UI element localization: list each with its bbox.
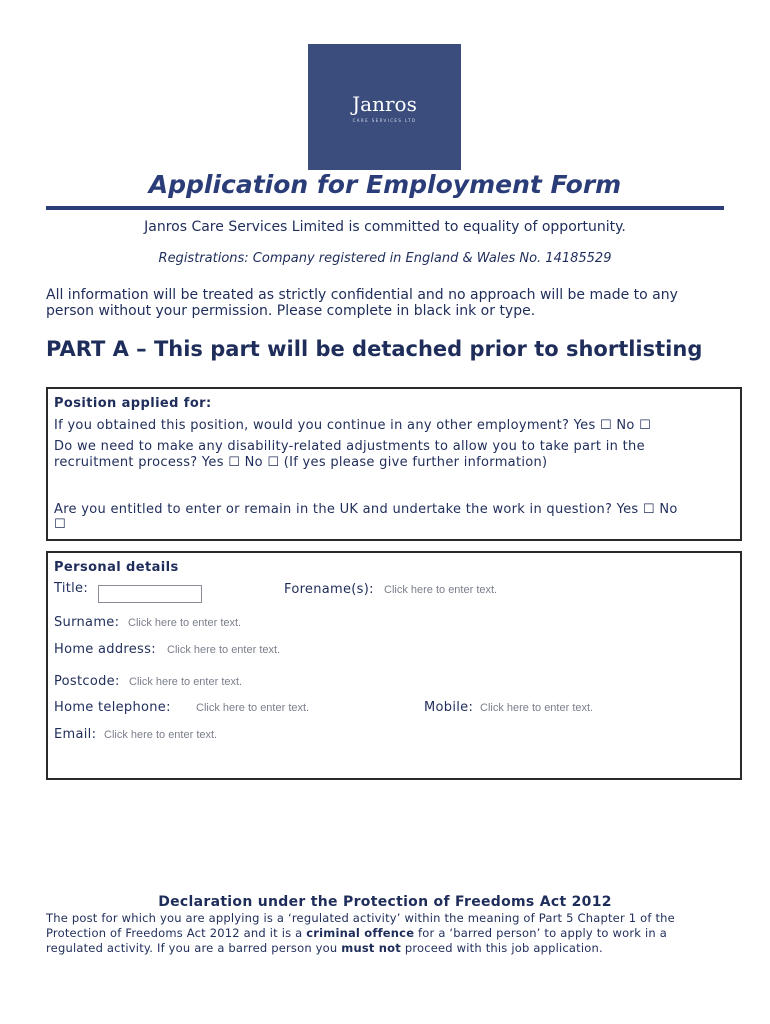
- home-address-label: Home address:: [54, 642, 156, 657]
- home-telephone-label: Home telephone:: [54, 700, 171, 715]
- company-logo: [308, 44, 461, 170]
- declaration-text: [46, 911, 726, 956]
- uk-entitlement-question-line1[interactable]: Are you entitled to enter or remain in the UK and undertake the work in question? Yes ☐ No: [54, 502, 678, 517]
- disability-question-line1: Do we need to make any disability-related adjustments to allow you to take part in the: [54, 439, 645, 454]
- declaration-text-c: proceed with this job application.: [400, 941, 603, 955]
- forename-label: Forename(s):: [284, 582, 374, 597]
- declaration-heading: Declaration under the Protection of Freedoms Act 2012: [158, 894, 612, 910]
- postcode-label: Postcode:: [54, 674, 120, 689]
- logo-subtitle: CARE SERVICES LTD: [352, 118, 417, 123]
- home-address-field[interactable]: Click here to enter text.: [167, 644, 281, 656]
- mobile-label: Mobile:: [424, 700, 474, 715]
- surname-label: Surname:: [54, 615, 120, 630]
- declaration-text-a: The post for which you are applying is a ‘regulated activity’ within the meaning of Part 5 Chapter 1 of the Protection of Freedoms Act 2012 and it is a: [46, 911, 675, 940]
- uk-entitlement-question-line2[interactable]: ☐: [54, 517, 66, 532]
- forename-field[interactable]: Click here to enter text.: [384, 584, 498, 596]
- mobile-field[interactable]: Click here to enter text.: [480, 702, 594, 714]
- confidentiality-statement: All information will be treated as strictly confidential and no approach will be made to any person without your permission. Please complete in black ink or type.: [46, 287, 678, 319]
- home-telephone-field[interactable]: Click here to enter text.: [196, 702, 310, 714]
- criminal-offence-text: criminal offence: [306, 926, 415, 940]
- registration-statement: Registrations: Company registered in England & Wales No. 14185529: [158, 251, 612, 266]
- personal-details-heading: Personal details: [54, 560, 179, 575]
- disability-question-line2[interactable]: recruitment process? Yes ☐ No ☐ (If yes please give further information): [54, 455, 548, 470]
- must-not-text: must not: [341, 941, 401, 955]
- email-field[interactable]: Click here to enter text.: [104, 729, 218, 741]
- declaration-text-b: for a ‘barred person’ to apply to work in a regulated activity. If you are a barred person you: [46, 926, 667, 955]
- part-a-heading: PART A – This part will be detached prior to shortlisting: [46, 337, 703, 361]
- equality-statement: Janros Care Services Limited is committed to equality of opportunity.: [144, 219, 626, 235]
- title-input[interactable]: [98, 585, 202, 603]
- surname-field[interactable]: Click here to enter text.: [128, 617, 242, 629]
- logo-name: Janros: [352, 92, 417, 116]
- other-employment-question[interactable]: If you obtained this position, would you continue in any other employment? Yes ☐ No ☐: [54, 418, 652, 433]
- postcode-field[interactable]: Click here to enter text.: [129, 676, 243, 688]
- position-heading: Position applied for:: [54, 396, 212, 411]
- title-divider: [46, 206, 724, 210]
- title-label: Title:: [54, 581, 89, 596]
- email-label: Email:: [54, 727, 97, 742]
- page-title: Application for Employment Form: [148, 170, 622, 199]
